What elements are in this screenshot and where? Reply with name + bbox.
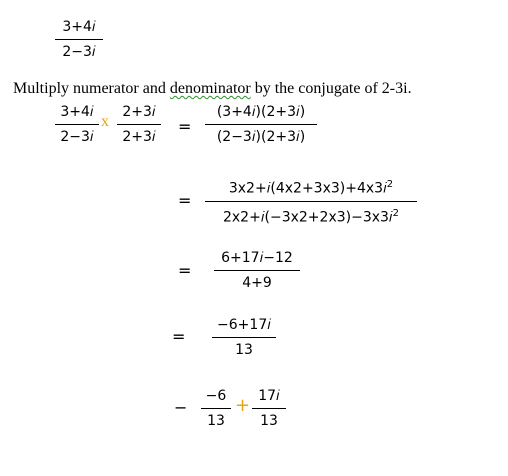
step4-numerator: −6+17𝑖 [217,317,271,333]
instruction-post: by the conjugate of 2-3i. [250,80,412,97]
fraction-bar [55,39,103,40]
step1-left-fraction [55,103,99,146]
problem-fraction [55,18,103,61]
step3-fraction [214,249,300,292]
fraction-bar [201,408,231,409]
step1-left-numerator: 3+4𝑖 [60,104,94,120]
step1-right-denominator: 2+3𝑖 [122,129,156,145]
fraction-bar [205,201,417,202]
step4-fraction [212,316,276,359]
step5-right-denominator: 13 [260,413,278,429]
step2-denominator-main: 2x2+𝑖(−3x2+2x3)−3x3𝑖 [222,209,393,226]
fraction-bar [252,408,286,409]
step2-numerator-main: 3x2+𝑖(4x2+3x3)+4x3𝑖 [228,180,387,197]
step3-numerator: 6+17𝑖−12 [221,250,293,266]
fraction-bar [205,124,317,125]
step2-numerator [205,176,417,198]
step2-fraction [205,176,417,226]
step1-result-fraction [205,103,317,146]
step1-result-numerator: (3+4𝑖)(2+3𝑖) [216,104,306,120]
step5-left-denominator: 13 [207,413,225,429]
step2-denominator-exponent: 2 [392,207,399,219]
step1-right-fraction [117,103,161,146]
step5-left-numerator: −6 [205,388,227,404]
instruction-text [13,80,412,98]
step1-left-denominator: 2−3𝑖 [60,129,94,145]
problem-numerator: 3+4𝑖 [62,19,96,35]
fraction-bar [212,337,276,338]
instruction-squiggled-word: denominator [169,80,251,97]
step5-equals: − [174,398,188,417]
step4-denominator: 13 [235,342,253,358]
fraction-bar [117,124,161,125]
step1-right-numerator: 2+3𝑖 [122,104,156,120]
plus-symbol: + [235,395,251,416]
step2-equals: = [178,191,192,210]
step1-equals: = [178,117,192,136]
instruction-pre: Multiply numerator and [13,80,170,97]
step4-equals: = [172,327,186,346]
step5-right-fraction [252,387,286,430]
step3-denominator: 4+9 [242,275,272,291]
fraction-bar [214,270,300,271]
step2-denominator [205,205,417,227]
step2-numerator-exponent: 2 [386,179,394,190]
fraction-bar [55,124,99,125]
step5-right-numerator: 17𝑖 [258,388,280,404]
problem-denominator: 2−3𝑖 [62,44,96,60]
step1-result-denominator: (2−3𝑖)(2+3𝑖) [216,129,306,145]
times-symbol: x [101,113,109,130]
step3-equals: = [178,261,192,280]
step5-left-fraction [201,387,231,430]
